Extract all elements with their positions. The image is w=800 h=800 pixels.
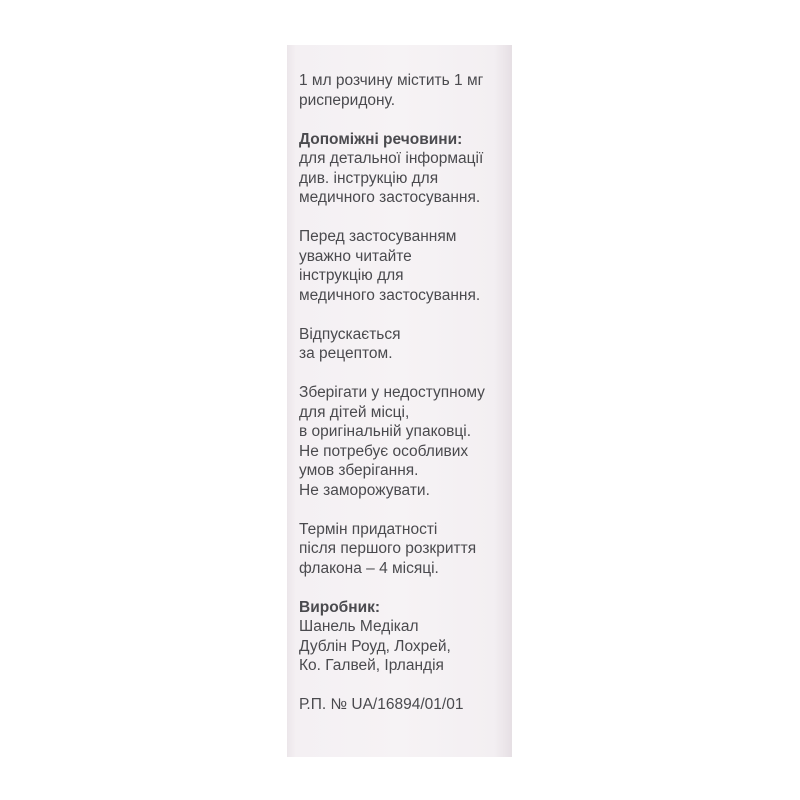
storage-line: Не заморожувати. <box>299 481 430 499</box>
dispensing-line: за рецептом. <box>299 345 393 362</box>
excipients-line: див. інструкцію для <box>299 169 439 187</box>
composition-line: рисперидону. <box>299 91 396 109</box>
instruction-line: медичного застосування. <box>299 286 481 304</box>
dispensing-paragraph <box>299 325 509 364</box>
storage-line: Зберігати у недоступному <box>299 384 485 401</box>
storage-line: умов зберігання. <box>299 462 419 479</box>
shelf-life-line: флакона – 4 місяці. <box>299 559 439 577</box>
shelf-life-line: Термін придатності <box>299 520 438 538</box>
composition-line: 1 мл розчину містить 1 мг <box>299 72 484 89</box>
storage-line: для дітей місці, <box>299 403 410 421</box>
excipients-line: медичного застосування. <box>299 189 481 206</box>
instruction-line: уважно читайте <box>299 247 412 265</box>
composition-paragraph <box>299 71 509 110</box>
registration-number: Р.П. № UA/16894/01/01 <box>299 696 464 713</box>
package-label-text <box>299 71 509 734</box>
excipients-heading: Допоміжні речовини: <box>299 130 463 148</box>
storage-line: в оригінальній упаковці. <box>299 423 472 440</box>
manufacturer-heading: Виробник: <box>299 598 381 616</box>
dispensing-line: Відпускається <box>299 325 401 343</box>
manufacturer-line: Дублін Роуд, Лохрей, <box>299 637 451 655</box>
storage-paragraph <box>299 383 509 500</box>
manufacturer-line: Шанель Медікал <box>299 618 419 635</box>
manufacturer-line: Ко. Галвей, Ірландія <box>299 657 444 674</box>
excipients-paragraph <box>299 130 509 208</box>
shelf-life-line: після першого розкриття <box>299 540 477 557</box>
instruction-line: Перед застосуванням <box>299 228 457 245</box>
excipients-line: для детальної інформації <box>299 150 484 167</box>
shelf-life-paragraph <box>299 520 509 579</box>
manufacturer-paragraph <box>299 598 509 676</box>
registration-paragraph <box>299 695 509 715</box>
read-instruction-paragraph <box>299 227 509 305</box>
instruction-line: інструкцію для <box>299 267 404 284</box>
storage-line: Не потребує особливих <box>299 442 469 460</box>
